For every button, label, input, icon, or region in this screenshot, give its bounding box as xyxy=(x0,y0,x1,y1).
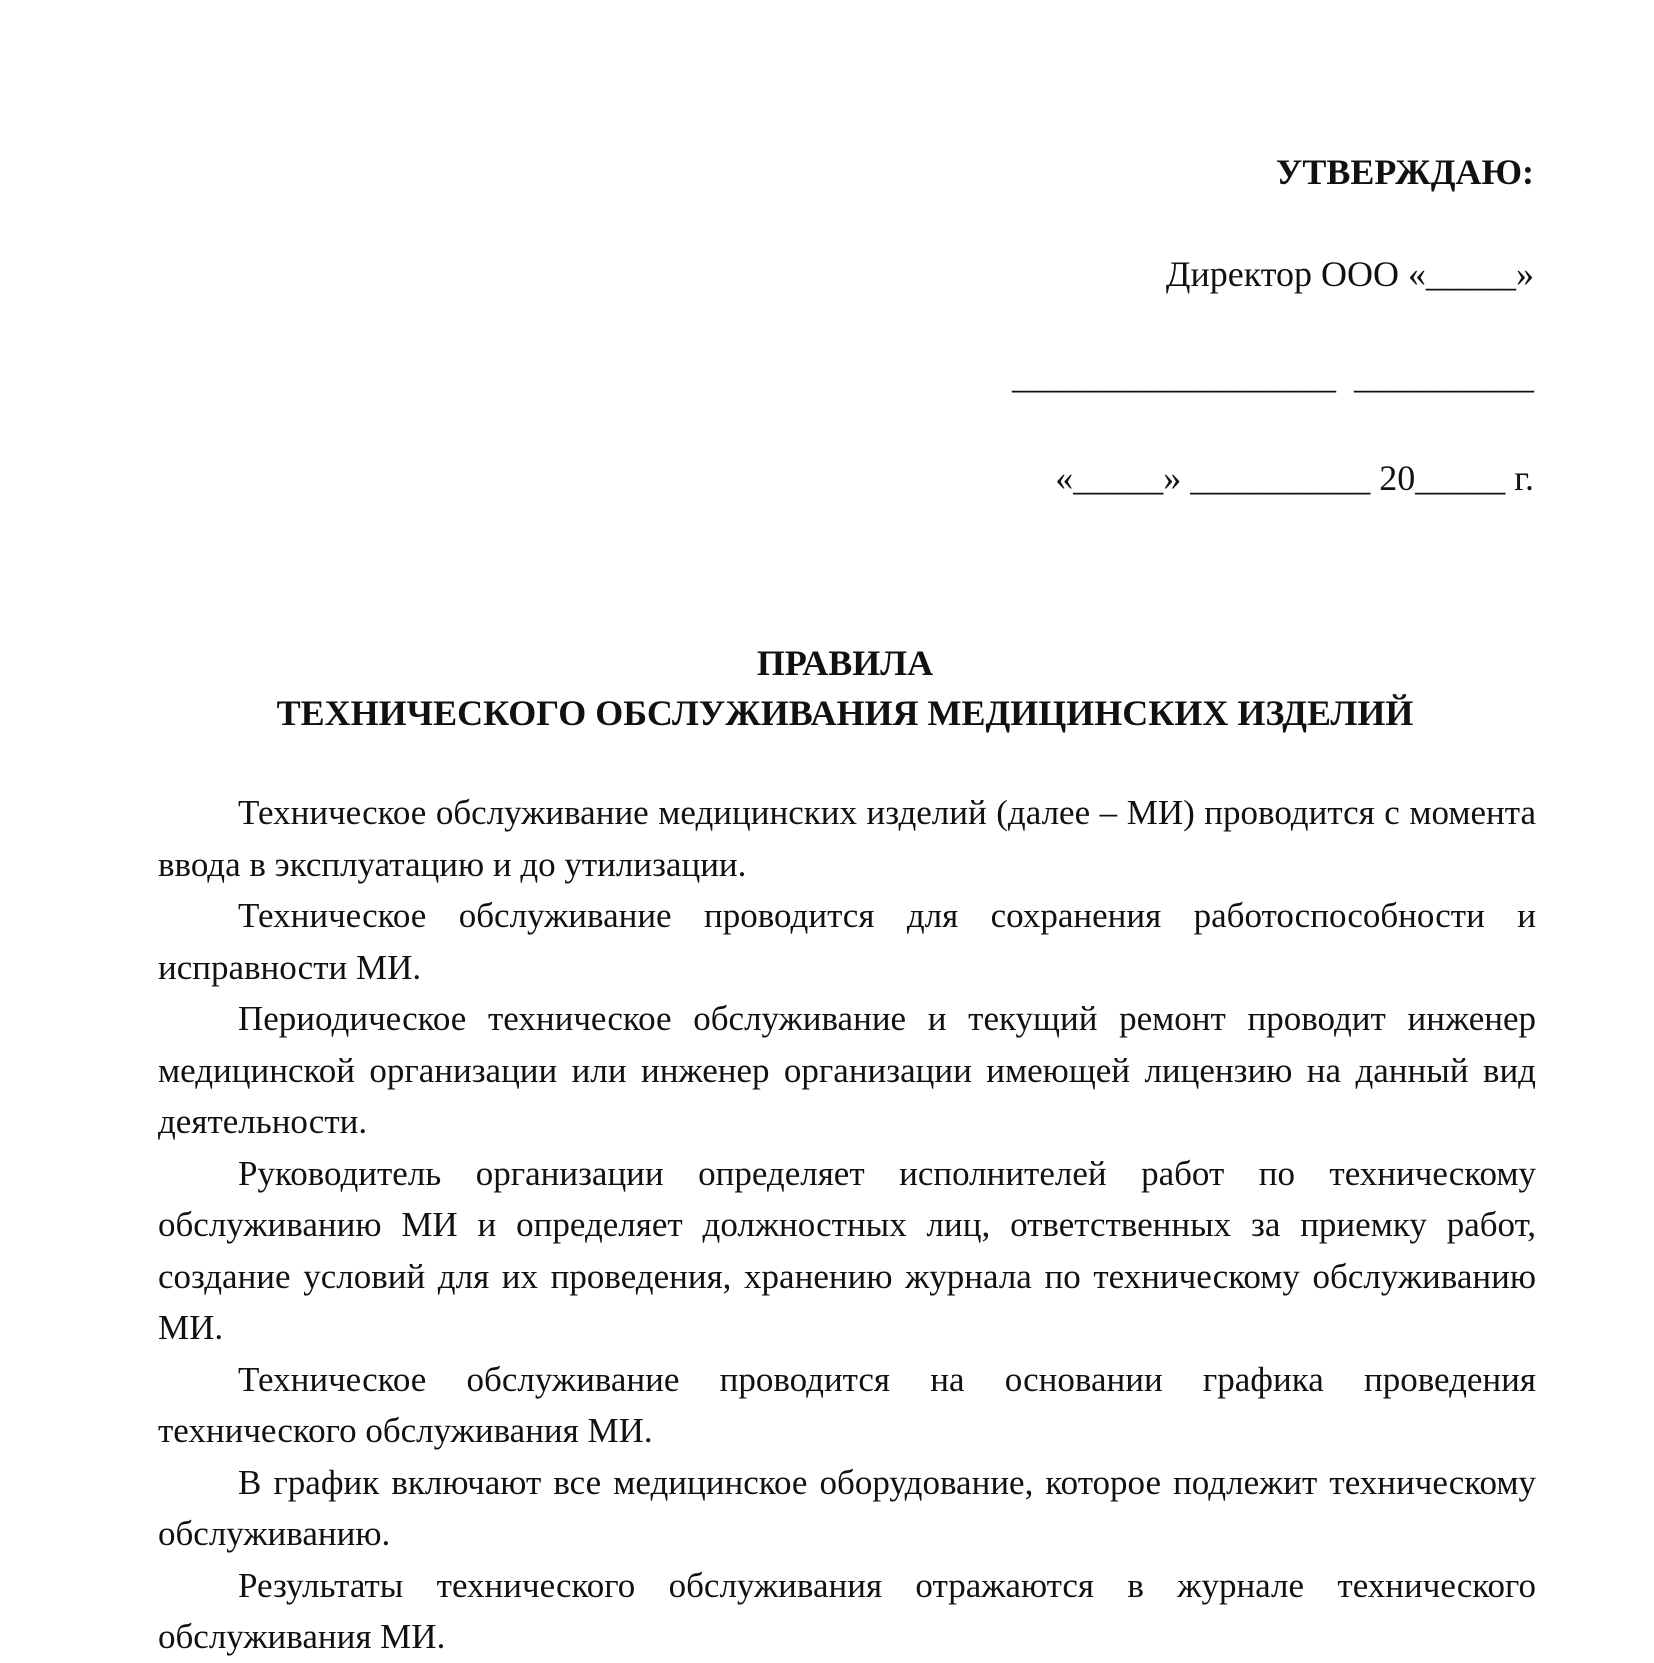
approval-title: УТВЕРЖДАЮ: xyxy=(1275,152,1534,192)
date-line: «_____» __________ 20_____ г. xyxy=(1055,458,1534,498)
paragraph: Руководитель организации определяет исполнителей работ по техническому обслуживанию МИ и определяет должностных лиц, ответственных за приемку работ, создание условий для их проведения, хранению журнала по техническому обслуживанию МИ. xyxy=(158,1153,1536,1347)
paragraph: Техническое обслуживание проводится для сохранения работоспособности и исправности МИ. xyxy=(158,896,1536,987)
director-line: Директор ООО «_____» xyxy=(1165,254,1534,294)
document-title-line-1: ПРАВИЛА xyxy=(756,643,934,683)
paragraph: В график включают все медицинское оборудование, которое подлежит техническому обслуживанию. xyxy=(158,1462,1536,1553)
paragraph: Техническое обслуживание проводится на основании графика проведения технического обслуживания МИ. xyxy=(158,1359,1536,1450)
paragraph: Техническое обслуживание медицинских изделий (далее – МИ) проводится с момента ввода в эксплуатацию и до утилизации. xyxy=(158,793,1536,884)
document-body xyxy=(158,787,1536,1663)
document-title-line-2: ТЕХНИЧЕСКОГО ОБСЛУЖИВАНИЯ МЕДИЦИНСКИХ ИЗДЕЛИЙ xyxy=(276,693,1414,733)
signature-line: __________________ __________ xyxy=(1012,356,1534,396)
approval-block xyxy=(834,150,1534,500)
paragraph: Результаты технического обслуживания отражаются в журнале технического обслуживания МИ. xyxy=(158,1565,1536,1656)
document-title xyxy=(0,638,1654,738)
paragraph: Периодическое техническое обслуживание и текущий ремонт проводит инженер медицинской организации или инженер организации имеющей лицензию на данный вид деятельности. xyxy=(158,999,1536,1141)
